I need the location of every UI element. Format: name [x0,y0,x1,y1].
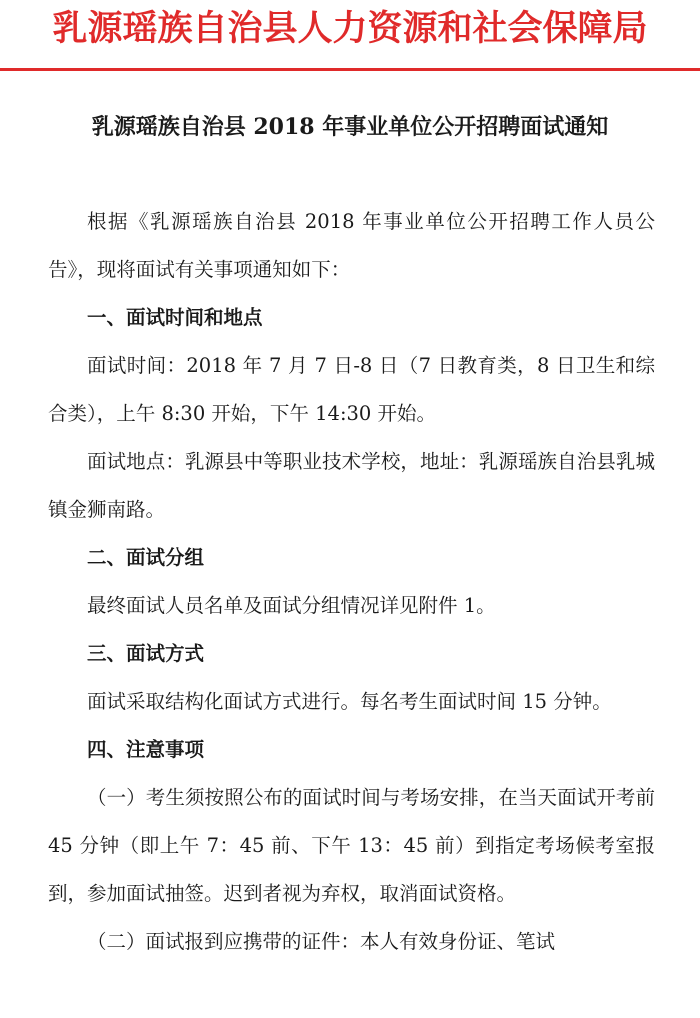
letterhead [0,4,700,54]
section-heading-time-place: 一、面试时间和地点 [87,306,263,329]
intro-paragraph: 根据《乳源瑶族自治县 2018 年事业单位公开招聘工作人员公告》，现将面试有关事项通知如下： [48,210,655,281]
letterhead-red-rule [0,68,700,71]
letterhead-org-name: 乳源瑶族自治县人力资源和社会保障局 [52,9,648,49]
method-paragraph: 面试采取结构化面试方式进行。每名考生面试时间 15 分钟。 [87,690,612,713]
notes-item-1: （一）考生须按照公布的面试时间与考场安排，在当天面试开考前 45 分钟（即上午 7：45 前、下午 13：45 前）到指定考场候考室报到，参加面试抽签。迟到者视为弃权，取消面试资格。 [48,786,655,905]
section-heading-notes: 四、注意事项 [87,738,205,761]
interview-time-paragraph: 面试时间：2018 年 7 月 7 日-8 日（7 日教育类，8 日卫生和综合类），上午 8:30 开始，下午 14:30 开始。 [48,354,655,425]
section-heading-method: 三、面试方式 [87,642,205,665]
section-heading-grouping: 二、面试分组 [87,546,205,569]
document-body [48,198,655,966]
grouping-paragraph: 最终面试人员名单及面试分组情况详见附件 1。 [87,594,496,617]
interview-place-paragraph: 面试地点：乳源县中等职业技术学校，地址：乳源瑶族自治县乳城镇金狮南路。 [48,450,655,521]
notes-item-2: （二）面试报到应携带的证件：本人有效身份证、笔试 [87,930,556,953]
document-title: 乳源瑶族自治县 2018 年事业单位公开招聘面试通知 [91,114,609,140]
